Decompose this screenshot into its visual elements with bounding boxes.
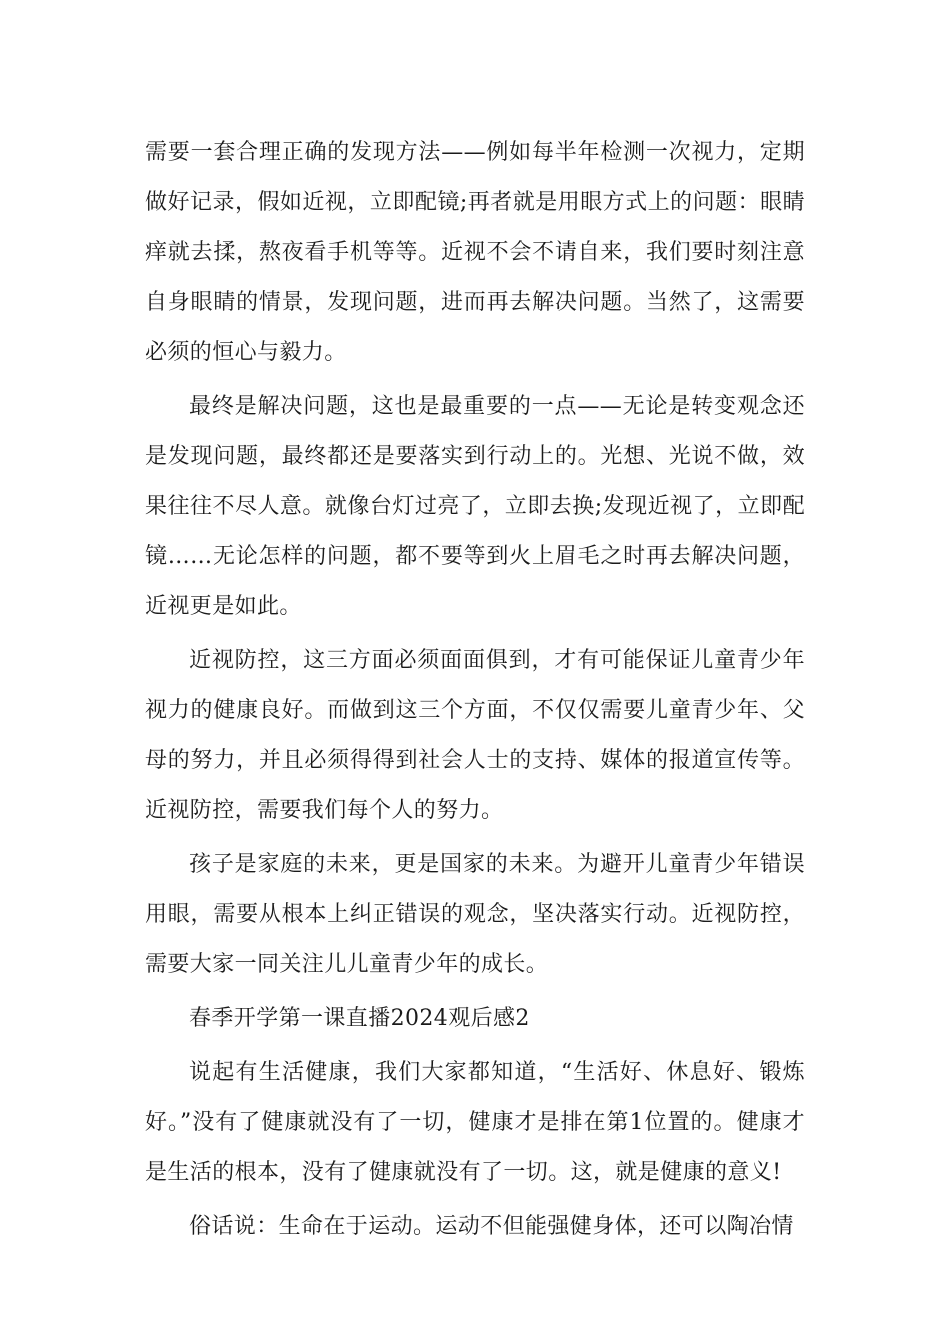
paragraph-3: 近视防控，这三方面必须面面俱到，才有可能保证儿童青少年视力的健康良好。而做到这三个方面，不仅仅需要儿童青少年、父母的努力，并且必须得得到社会人士的支持、媒体的报道宣传等。近视防控，需要我们每个人的努力。 bbox=[145, 648, 805, 823]
section-title: 春季开学第一课直播2024观后感2 bbox=[189, 1006, 530, 1031]
document-body bbox=[145, 128, 805, 1256]
paragraph-6: 俗话说：生命在于运动。运动不但能强健身体，还可以陶冶情 bbox=[189, 1214, 794, 1239]
paragraph-1: 需要一套合理正确的发现方法——例如每半年检测一次视力，定期做好记录，假如近视，立即配镜;再者就是用眼方式上的问题：眼睛痒就去揉，熬夜看手机等等。近视不会不请自来，我们要时刻注意自身眼睛的情景，发现问题，进而再去解决问题。当然了，这需要必须的恒心与毅力。 bbox=[145, 140, 805, 365]
paragraph-4: 孩子是家庭的未来，更是国家的未来。为避开儿童青少年错误用眼，需要从根本上纠正错误的观念，坚决落实行动。近视防控，需要大家一同关注儿儿童青少年的成长。 bbox=[145, 852, 805, 977]
paragraph-2: 最终是解决问题，这也是最重要的一点——无论是转变观念还是发现问题，最终都还是要落实到行动上的。光想、光说不做，效果往往不尽人意。就像台灯过亮了，立即去换;发现近视了，立即配镜……无论怎样的问题，都不要等到火上眉毛之时再去解决问题，近视更是如此。 bbox=[145, 394, 805, 619]
paragraph-5: 说起有生活健康，我们大家都知道，“生活好、休息好、锻炼好。”没有了健康就没有了一切，健康才是排在第1位置的。健康才是生活的根本，没有了健康就没有了一切。这，就是健康的意义! bbox=[145, 1060, 805, 1185]
